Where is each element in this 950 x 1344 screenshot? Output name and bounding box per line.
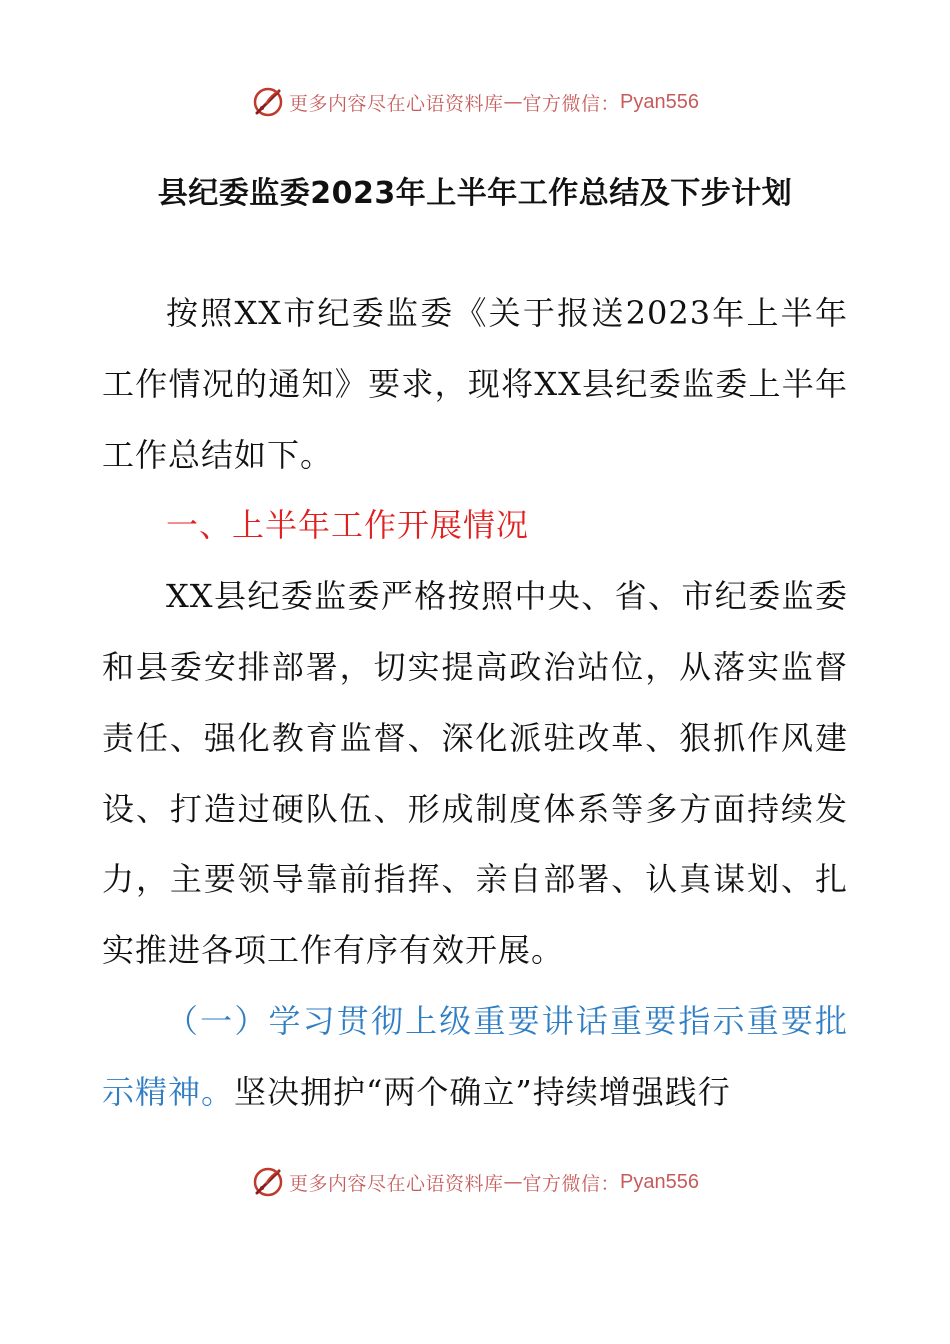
document-title: 县纪委监委2023年上半年工作总结及下步计划 <box>157 176 793 211</box>
subsection-heading: （一）学习贯彻上级重要讲话重要指示重要批示精神。 <box>102 1001 848 1111</box>
banner-wechat-id: Pyan556 <box>620 90 699 113</box>
banner-text: 更多内容尽在心语资料库 <box>289 1172 504 1195</box>
subsection-paragraph <box>102 986 848 1128</box>
banner-label: 官方微信： <box>522 92 621 115</box>
section-paragraph: XX县纪委监委严格按照中央、省、市纪委监委和县委安排部署，切实提高政治站位，从落实监督责任、强化教育监督、深化派驻改革、狠抓作风建设、打造过硬队伍、形成制度体系等多方面持续发力，主要领导靠前指挥、亲自部署、认真谋划、扎实推进各项工作有序有效开展。 <box>102 577 848 970</box>
header-banner <box>0 80 950 124</box>
banner-wechat-id: Pyan556 <box>620 1170 699 1193</box>
banner-label: 官方微信： <box>522 1172 621 1195</box>
subsection-text: 坚决拥护“两个确立”持续增强践行 <box>234 1072 731 1111</box>
intro-paragraph: 按照XX市纪委监委《关于报送2023年上半年工作情况的通知》要求，现将XX县纪委监委上半年工作总结如下。 <box>102 294 848 474</box>
quill-pen-logo-icon <box>251 85 285 119</box>
section-heading: 一、上半年工作开展情况 <box>166 506 530 545</box>
document-body <box>102 278 848 1128</box>
banner-separator: — <box>503 91 523 113</box>
footer-banner <box>0 1160 950 1204</box>
banner-separator: — <box>503 1171 523 1193</box>
quill-pen-logo-icon <box>251 1165 285 1199</box>
banner-text: 更多内容尽在心语资料库 <box>289 92 504 115</box>
